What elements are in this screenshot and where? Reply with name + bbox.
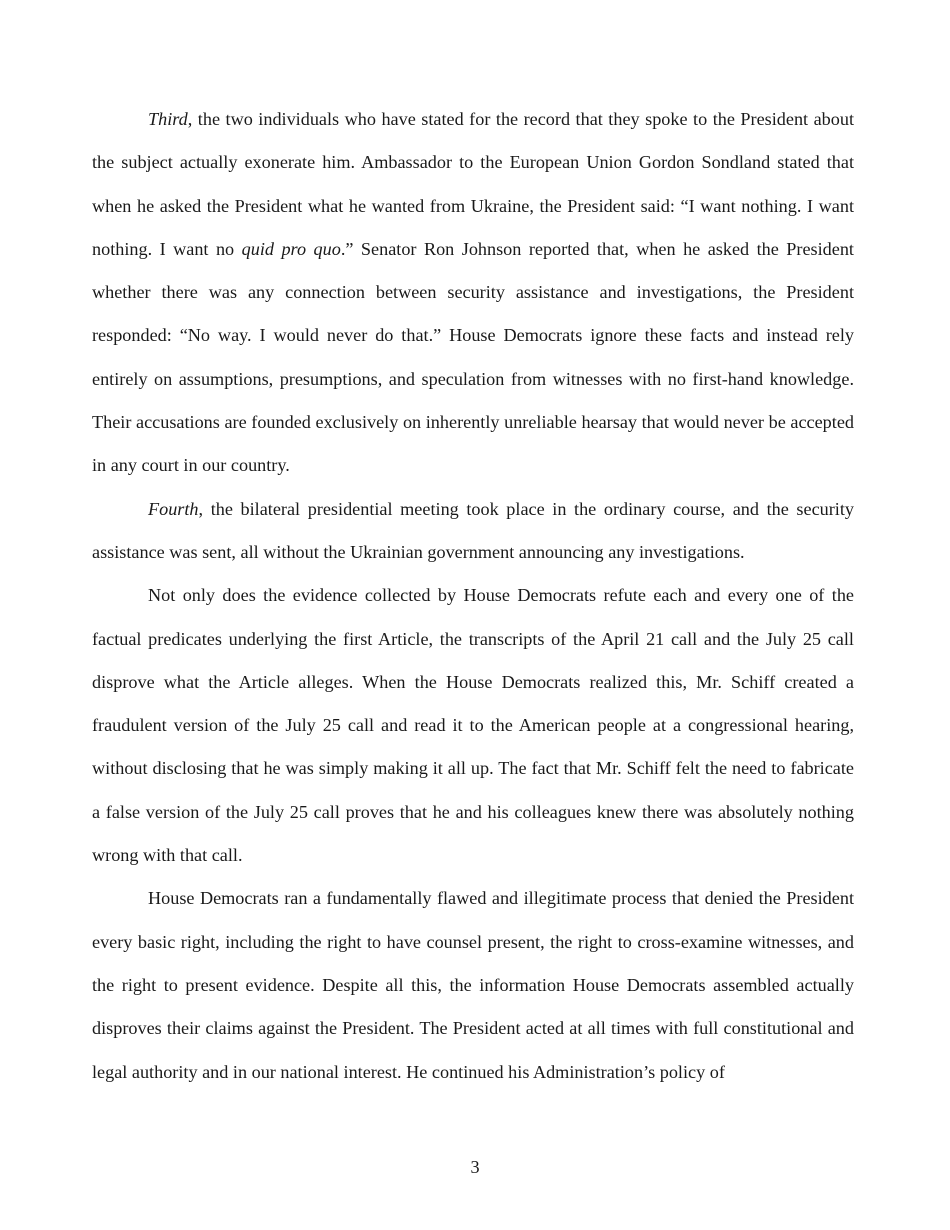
- paragraph-text: Not only does the evidence collected by House Democrats refute each and every one of the factual predicates underlying the first Article, the transcripts of the April 21 call and the July 25 call disprove what the Article alleges. When the House Democrats realized this, Mr. Schiff created a fraudulent version of the July 25 call and read it to the American people at a congressional hearing, without disclosing that he was simply making it all up. The fact that Mr. Schiff felt the need to fabricate a false version of the July 25 call proves that he and his colleagues knew there was absolutely nothing wrong with that call.: [92, 585, 854, 866]
- paragraph-fourth: [92, 488, 854, 575]
- paragraph-text: , the bilateral presidential meeting took place in the ordinary course, and the security assistance was sent, all without the Ukrainian government announcing any investigations.: [92, 498, 854, 562]
- paragraph-third: [92, 98, 854, 488]
- paragraph-lead-italic: Fourth: [148, 498, 199, 519]
- paragraph-evidence: [92, 574, 854, 877]
- paragraph-lead-italic: Third: [148, 109, 188, 129]
- document-body: [92, 98, 854, 1094]
- page-number: 3: [470, 1157, 480, 1177]
- paragraph-process: [92, 877, 854, 1093]
- paragraph-text: House Democrats ran a fundamentally flawed and illegitimate process that denied the President every basic right, including the right to have counsel present, the right to cross-examine witnesses, and the right to present evidence. Despite all this, the information House Democrats assembled actually disproves their claims against the President. The President acted at all times with full constitutional and legal authority and in our national interest. He continued his Administration’s policy of: [92, 888, 854, 1082]
- paragraph-emphasis-italic: quid pro quo: [241, 238, 341, 259]
- paragraph-text: , the two individuals who have stated for the record that they spoke to the President about the subject actually exonerate him. Ambassador to the European Union Gordon Sondland stated that when he asked the President what he wanted from Ukraine, the President said: “I want nothing. I want nothing. I want no: [92, 109, 854, 259]
- paragraph-text-tail: .” Senator Ron Johnson reported that, when he asked the President whether there was any connection between security assistance and investigations, the President responded: “No way. I would never do that.” House Democrats ignore these facts and instead rely entirely on assumptions, presumptions, and speculation from witnesses with no first-hand knowledge. Their accusations are founded exclusively on inherently unreliable hearsay that would never be accepted in any court in our country.: [92, 238, 854, 476]
